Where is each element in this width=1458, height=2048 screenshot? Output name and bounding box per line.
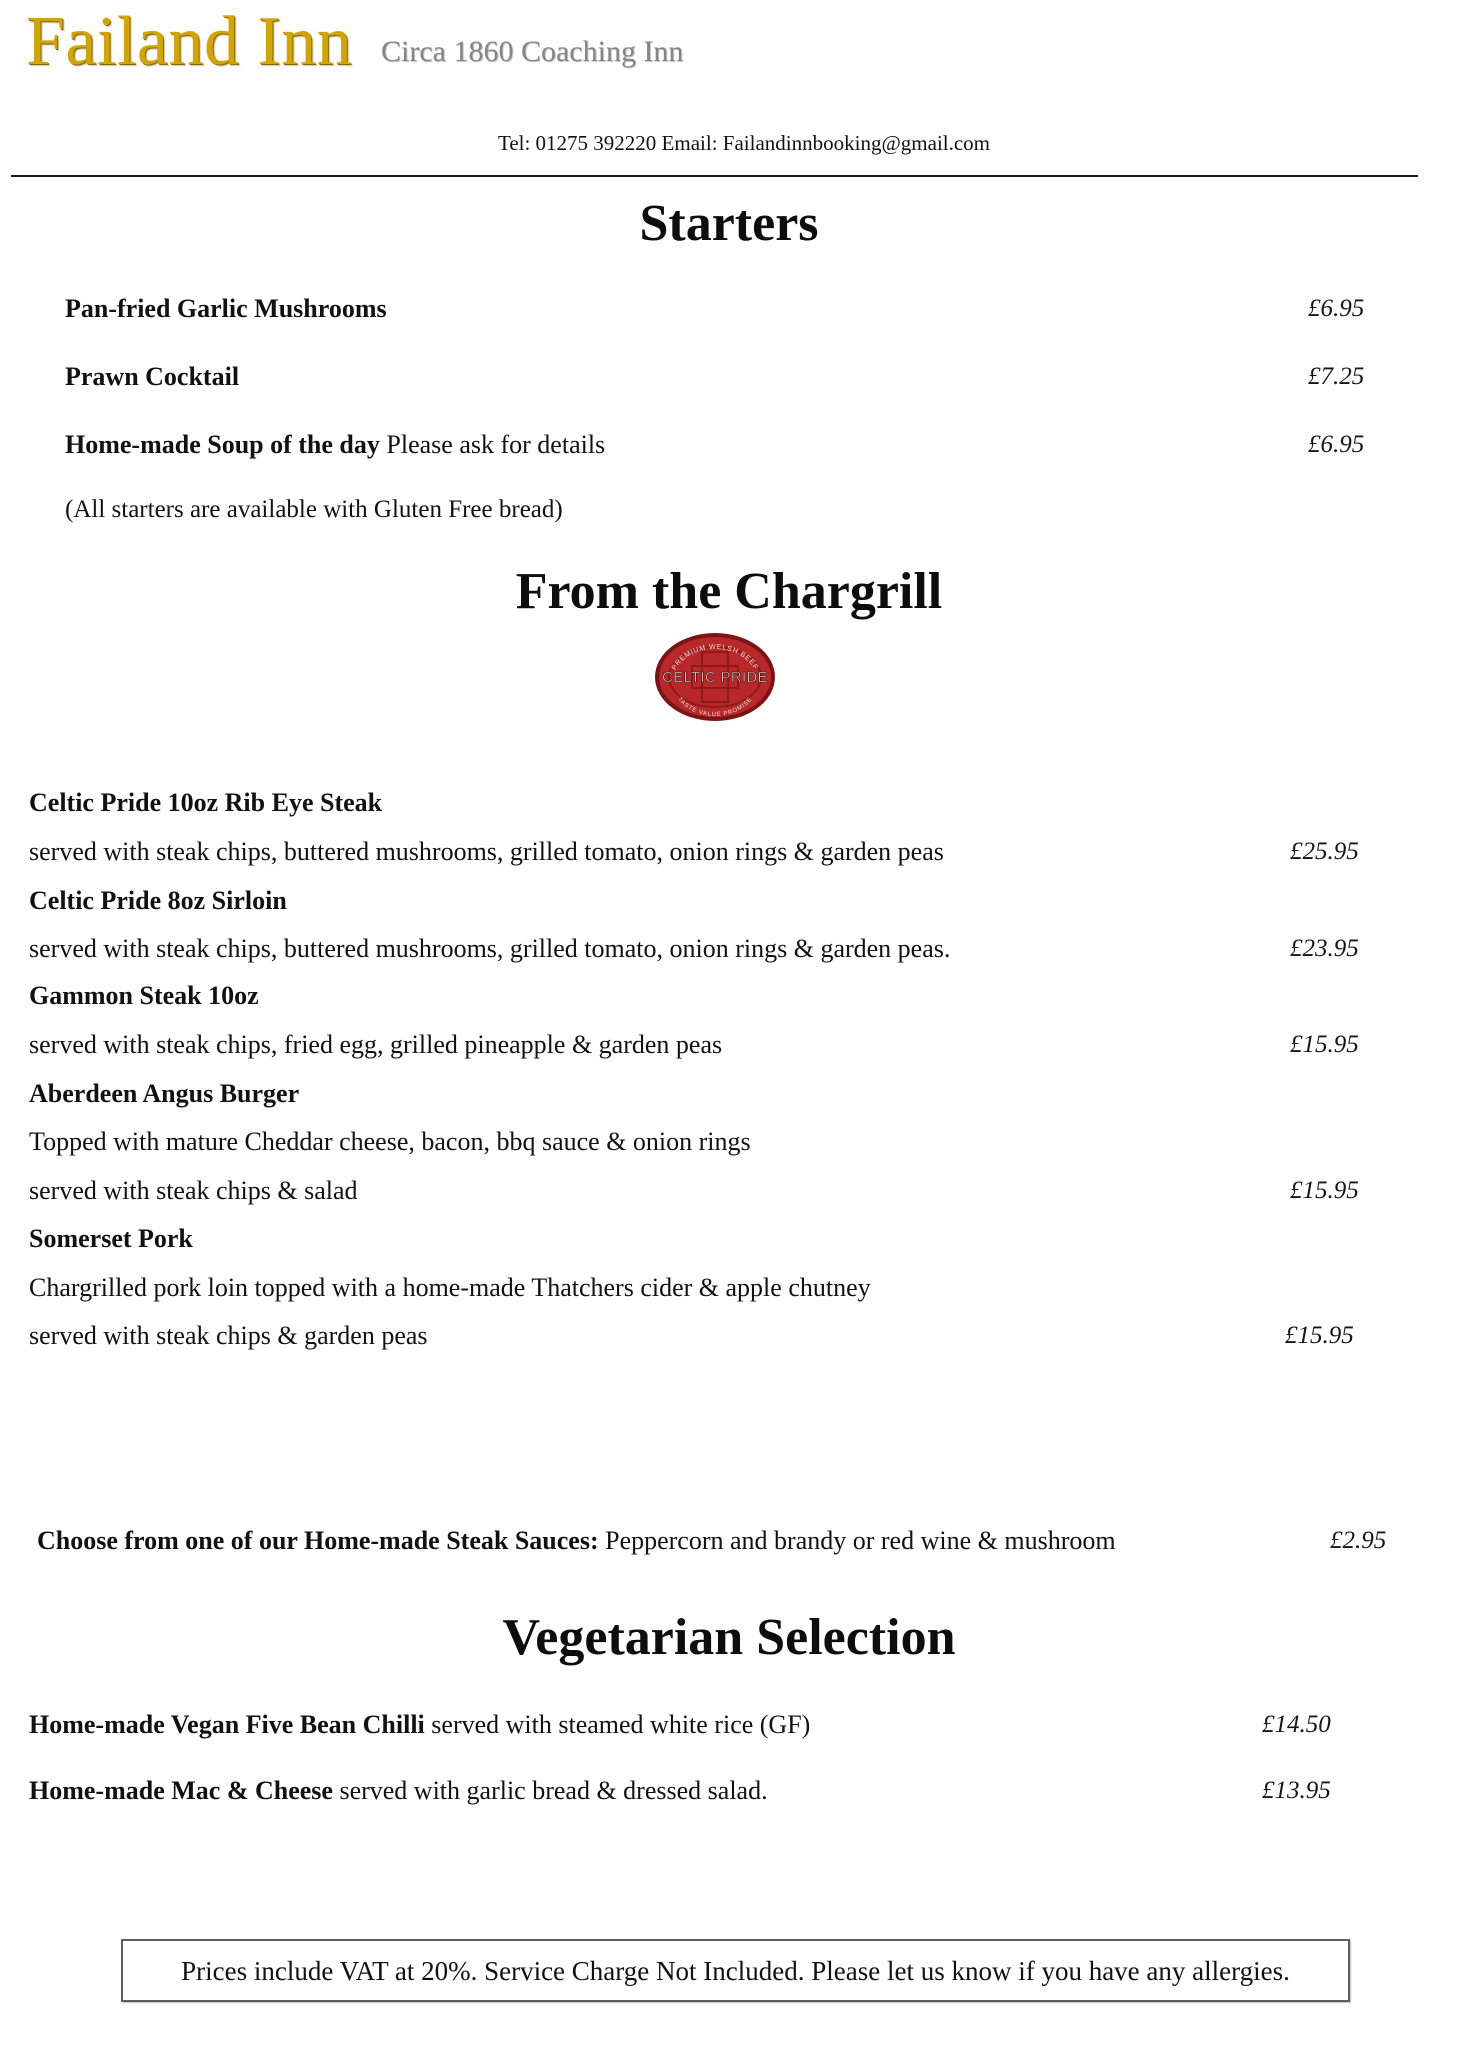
vegetarian-item-detail: served with garlic bread & dressed salad. [339,1776,768,1805]
vegetarian-item [29,1775,768,1807]
chargrill-item-description: Chargrilled pork loin topped with a home-made Thatchers cider & apple chutney [29,1273,871,1302]
steak-sauces-line [37,1525,1116,1557]
section-title-vegetarian: Vegetarian Selection [502,1609,956,1666]
section-title-chargrill: From the Chargrill [515,563,943,620]
chargrill-item-description: served with steak chips, buttered mushrooms, grilled tomato, onion rings & garden peas [29,837,944,866]
chargrill-item-description: Topped with mature Cheddar cheese, bacon, bbq sauce & onion rings [29,1127,751,1156]
pricing-notice-box [121,1939,1350,2002]
svg-text:TASTE VALUE PROMISE: TASTE VALUE PROMISE [676,696,754,719]
chargrill-item-price: £15.95 [1285,1322,1354,1349]
vegetarian-item-price: £13.95 [1262,1777,1331,1804]
contact-info [0,130,1458,156]
contact-text: Tel: 01275 392220 Email: Failandinnbooking@gmail.com [497,131,991,155]
inn-tagline: Circa 1860 Coaching Inn [381,35,684,68]
chargrill-item-name: Celtic Pride 10oz Rib Eye Steak [29,788,383,817]
vegetarian-item-detail: served with steamed white rice (GF) [431,1710,811,1739]
starter-item-name: Home-made Soup of the day [65,430,380,459]
inn-name-logo: Failand Inn [26,3,353,80]
chargrill-item-name: Somerset Pork [29,1224,193,1253]
starter-item-name: Pan-fried Garlic Mushrooms [65,294,387,323]
steak-sauces-label: Choose from one of our Home-made Steak Sauces: [37,1526,599,1555]
svg-text:CELTIC PRIDE: CELTIC PRIDE [662,669,768,686]
vegetarian-item-name: Home-made Mac & Cheese [29,1776,333,1805]
starter-item-price: £7.25 [1308,363,1365,390]
header-divider [11,175,1418,177]
chargrill-item-price: £23.95 [1290,935,1359,962]
chargrill-item-price: £25.95 [1290,838,1359,865]
celtic-pride-logo-icon [652,630,778,724]
pricing-notice-text: Prices include VAT at 20%. Service Charge Not Included. Please let us know if you have any allergies. [181,1955,1290,1986]
chargrill-item-description: served with steak chips, buttered mushrooms, grilled tomato, onion rings & garden peas. [29,934,951,963]
chargrill-item-name: Celtic Pride 8oz Sirloin [29,886,287,915]
starter-item-soup [65,429,605,461]
chargrill-item-name: Aberdeen Angus Burger [29,1079,300,1108]
steak-sauces-options: Peppercorn and brandy or red wine & mushroom [605,1526,1116,1555]
vegetarian-item-price: £14.50 [1262,1711,1331,1738]
starter-item-detail: Please ask for details [386,430,606,459]
steak-sauces-price: £2.95 [1330,1527,1387,1554]
starter-item-price: £6.95 [1308,431,1365,458]
starter-item-price: £6.95 [1308,295,1365,322]
vegetarian-item [29,1709,810,1741]
svg-text:PREMIUM WELSH BEEF: PREMIUM WELSH BEEF [670,643,760,672]
chargrill-item-name: Gammon Steak 10oz [29,981,259,1010]
starter-item-name: Prawn Cocktail [65,362,240,391]
chargrill-item-description: served with steak chips, fried egg, grilled pineapple & garden peas [29,1030,723,1059]
chargrill-item-price: £15.95 [1290,1177,1359,1204]
starters-gluten-free-note: (All starters are available with Gluten Free bread) [65,496,563,523]
chargrill-item-price: £15.95 [1290,1031,1359,1058]
chargrill-item-description: served with steak chips & salad [29,1176,358,1205]
chargrill-item-description: served with steak chips & garden peas [29,1321,428,1350]
vegetarian-item-name: Home-made Vegan Five Bean Chilli [29,1710,425,1739]
section-title-starters: Starters [639,195,819,252]
